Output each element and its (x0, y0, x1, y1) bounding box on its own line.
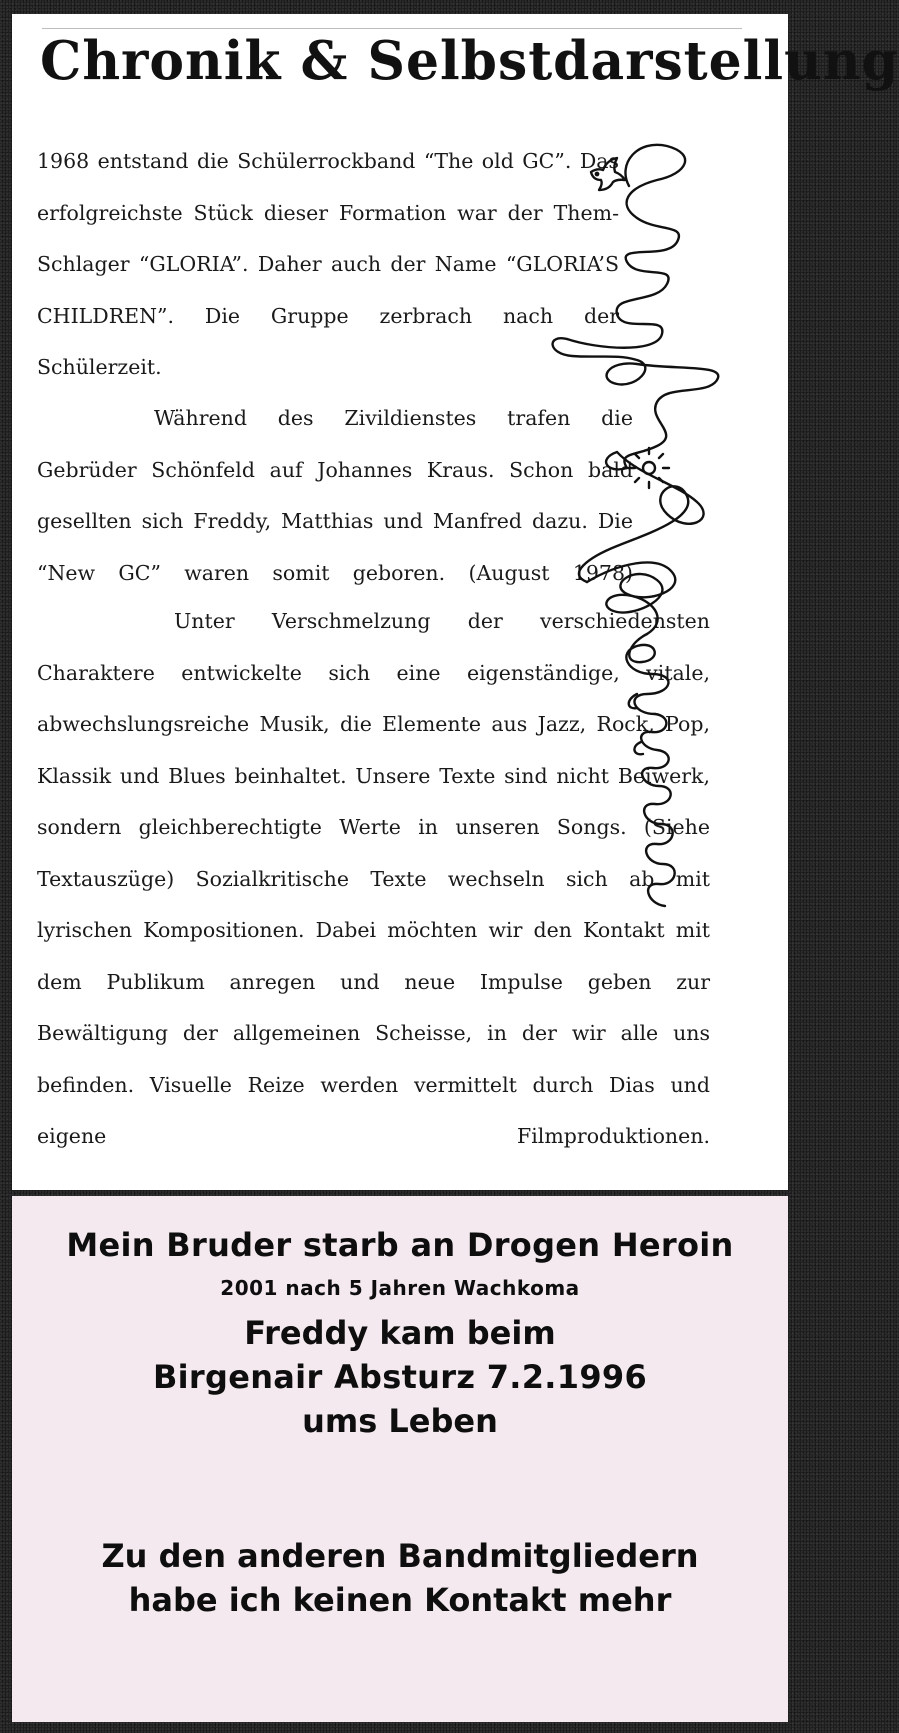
paragraph-music: Unter Verschmelzung der verschiedensten Charaktere entwickelte sich eine eigenständige, vitale, abwechslungsreiche Musik, die Elemente aus Jazz, Rock, Pop, Klassik und Blues beinhaltet. Unsere Texte sind nicht Beiwerk, sondern gleichberechtigte Werte in unseren Songs. (Siehe Textauszüge) Sozialkritische Texte wechseln sich ab mit lyrischen Kompositionen. Dabei möchten wir den Kontakt mit dem Publikum anregen und neue Impulse geben zur Bewältigung der allgemeinen Scheisse, in der wir alle uns befinden. Visuelle Reize werden vermittelt durch Dias und eigene Filmproduktionen. (37, 609, 710, 1148)
note-freddy-line-3: ums Leben (302, 1402, 498, 1440)
note-freddy-line-2: Birgenair Absturz 7.2.1996 (152, 1358, 648, 1396)
flourish-doodle-icon (577, 134, 777, 974)
paragraph-origin: 1968 entstand die Schülerrockband “The old GC”. Das erfolgreichste Stück dieser Formation war der Them-Schlager “GLORIA”. Daher auch der Name “GLORIA’S CHILDREN”. Die Gruppe zerbrach nach der Schülerzeit. (37, 149, 619, 379)
note-heading: Mein Bruder starb an Drogen Heroin (66, 1226, 734, 1264)
dove-icon (591, 158, 625, 190)
document-title: Chronik & Selbstdarstellung (40, 30, 899, 92)
scanned-document (12, 14, 899, 1190)
note-contact-line-1: Zu den anderen Bandmitgliedern (101, 1537, 699, 1575)
note-subheading: 2001 nach 5 Jahren Wachkoma (220, 1276, 580, 1300)
memorial-note-panel (12, 1196, 788, 1722)
top-rule (42, 28, 742, 29)
note-contact-line-2: habe ich keinen Kontakt mehr (128, 1581, 672, 1619)
note-freddy-line-1: Freddy kam beim (244, 1314, 556, 1352)
paragraph-new-gc: Während des Zivildienstes trafen die Gebrüder Schönfeld auf Johannes Kraus. Schon bald gesellten sich Freddy, Matthias und Manfred dazu. Die “New GC” waren somit geboren. (August 1978) (37, 406, 633, 585)
